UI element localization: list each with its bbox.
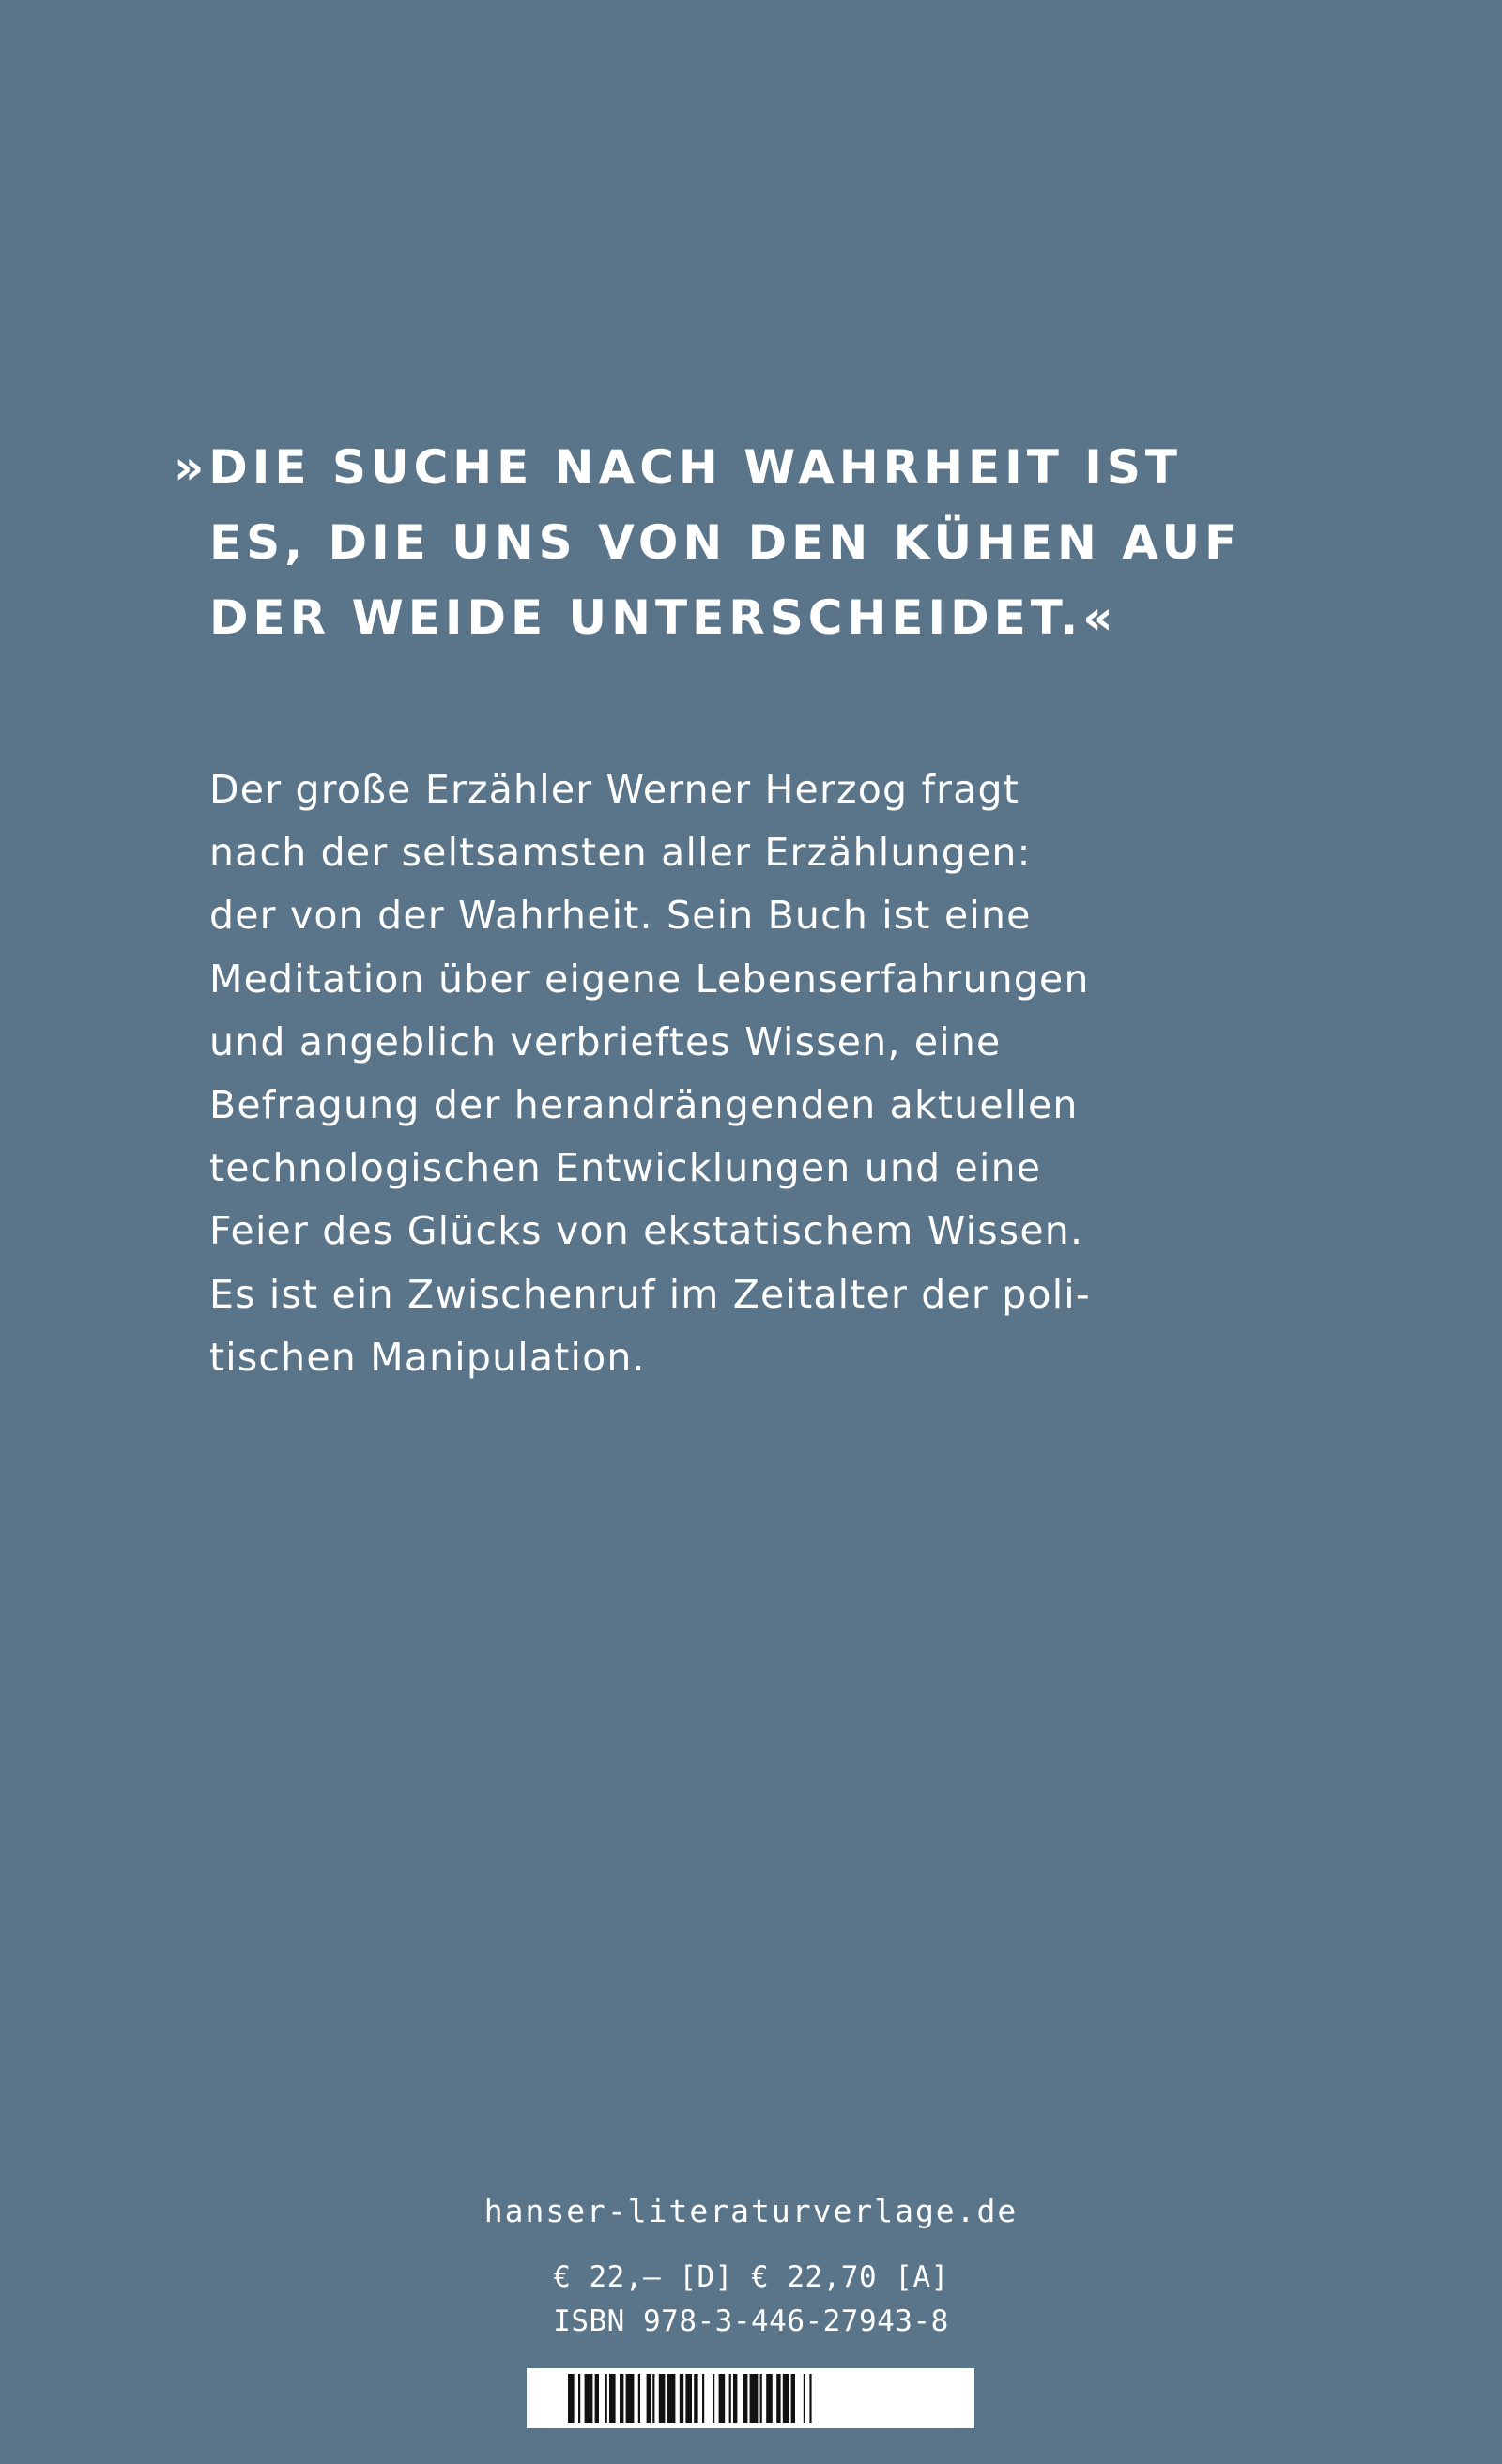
book-description <box>209 758 1355 1389</box>
description-line: und angeblich verbrieftes Wissen, eine <box>209 1018 1002 1064</box>
description-line: der von der Wahrheit. Sein Buch ist eine <box>209 893 1032 939</box>
description-line: Es ist ein Zwischenruf im Zeitalter der poli- <box>209 1271 1091 1317</box>
quote-line: ES, DIE UNS VON DEN KÜHEN AUF <box>209 515 1242 570</box>
description-line: tischen Manipulation. <box>209 1334 646 1380</box>
quote-line: »DIE SUCHE NACH WAHRHEIT IST <box>174 440 1182 495</box>
description-line: Befragung der herandrängenden aktuellen <box>209 1082 1079 1128</box>
description-line: nach der seltsamsten aller Erzählungen: <box>209 830 1032 876</box>
quote-line: DER WEIDE UNTERSCHEIDET.« <box>209 590 1118 645</box>
barcode <box>527 2368 974 2428</box>
back-cover-quote <box>174 430 1375 655</box>
description-line: Der große Erzähler Werner Herzog fragt <box>209 767 1020 812</box>
description-line: Feier des Glücks von ekstatischem Wissen. <box>209 1208 1084 1254</box>
description-line: Meditation über eigene Lebenserfahrungen <box>209 956 1090 1002</box>
isbn-label: ISBN 978-3-446-27943-8 <box>553 2304 949 2338</box>
barcode-bars-graphic <box>527 2368 974 2428</box>
description-line: technologischen Entwicklungen und eine <box>209 1145 1042 1191</box>
publisher-website: hanser-literaturverlage.de <box>483 2193 1019 2229</box>
price-label: € 22,– [D] € 22,70 [A] <box>553 2260 949 2294</box>
